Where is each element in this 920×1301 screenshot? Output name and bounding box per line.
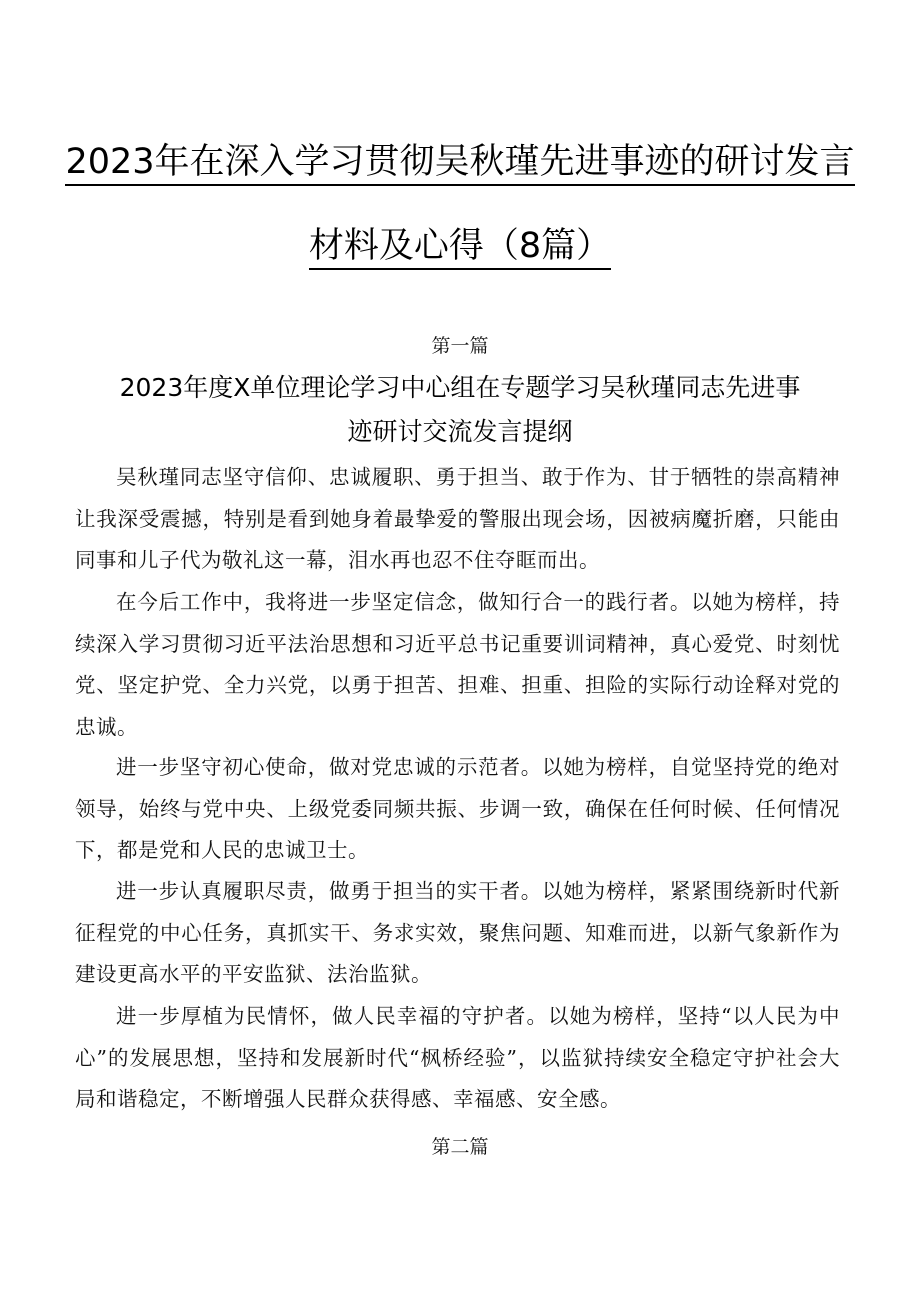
body-paragraph: 在今后工作中，我将进一步坚定信念，做知行合一的践行者。以她为榜样，持续深入学习贯彻习近平法治思想和习近平总书记重要训词精神，真心爱党、时刻忧党、坚定护党、全力兴党，以勇于担苦、担难、担重、担险的实际行动诠释对党的忠诚。 [75, 590, 840, 739]
document-title-line-1: 2023年在深入学习贯彻吴秋瑾先进事迹的研讨发言 [0, 140, 920, 184]
section-heading-1: 第一篇 [431, 335, 489, 357]
body-paragraph: 进一步坚守初心使命，做对党忠诚的示范者。以她为榜样，自觉坚持党的绝对领导，始终与党中央、上级党委同频共振、步调一致，确保在任何时候、任何情况下，都是党和人民的忠诚卫士。 [75, 755, 840, 862]
section-subtitle-line-1: 2023年度X单位理论学习中心组在专题学习吴秋瑾同志先进事 [119, 373, 801, 402]
section-heading-2: 第二篇 [431, 1136, 489, 1158]
body-paragraph: 进一步认真履职尽责，做勇于担当的实干者。以她为榜样，紧紧围绕新时代新征程党的中心任务，真抓实干、务求实效，聚焦问题、知难而进，以新气象新作为建设更高水平的平安监狱、法治监狱。 [75, 879, 840, 986]
section-subtitle-line-2: 迹研讨交流发言提纲 [347, 417, 573, 446]
body-paragraph: 进一步厚植为民情怀，做人民幸福的守护者。以她为榜样，坚持“以人民为中心”的发展思想，坚持和发展新时代“枫桥经验”，以监狱持续安全稳定守护社会大局和谐稳定，不断增强人民群众获得感、幸福感、安全感。 [75, 1004, 840, 1111]
body-paragraph: 吴秋瑾同志坚守信仰、忠诚履职、勇于担当、敢于作为、甘于牺牲的崇高精神让我深受震撼，特别是看到她身着最挚爱的警服出现会场，因被病魔折磨，只能由同事和儿子代为敬礼这一幕，泪水再也忍不住夺眶而出。 [75, 465, 840, 572]
document-title-line-2: 材料及心得（8篇） [0, 224, 920, 268]
